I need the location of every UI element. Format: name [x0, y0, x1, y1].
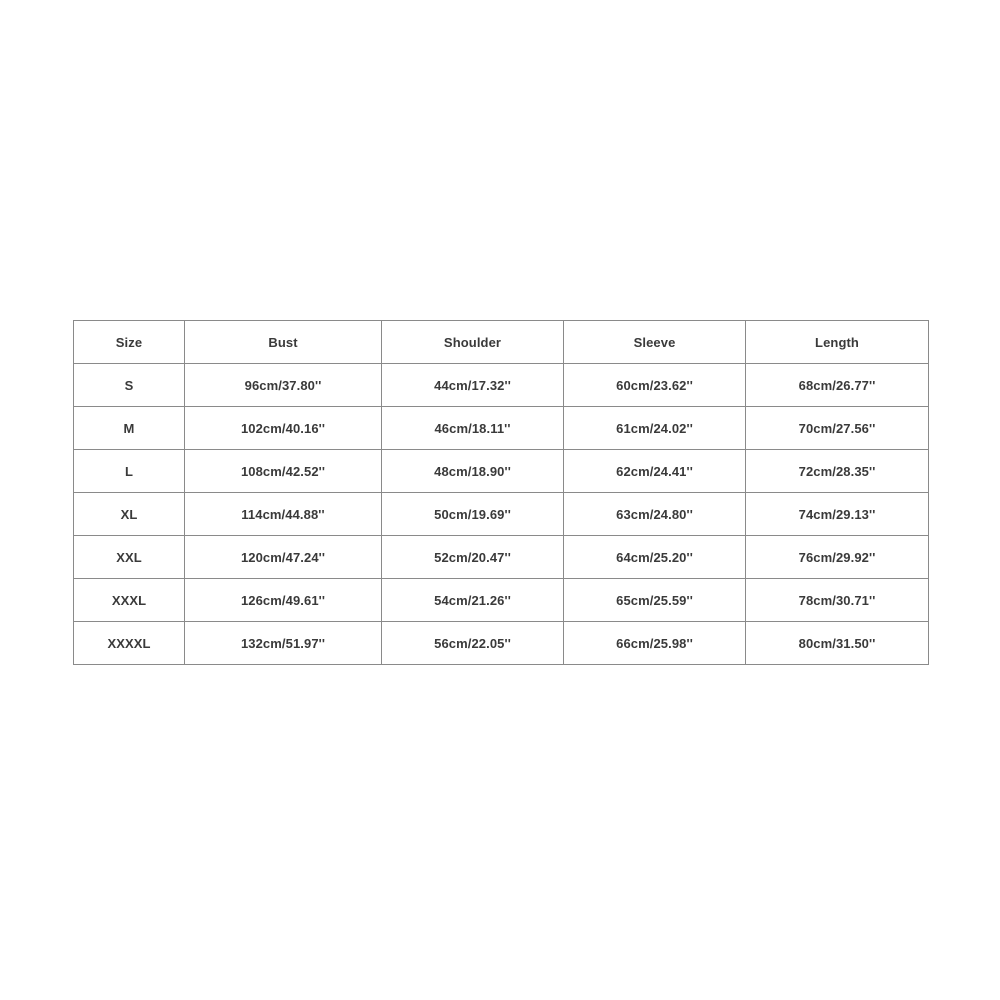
table-header-row — [74, 321, 929, 364]
cell-bust: 132cm/51.97'' — [185, 622, 382, 665]
header-bust: Bust — [185, 321, 382, 364]
cell-size: XL — [74, 493, 185, 536]
header-sleeve: Sleeve — [564, 321, 746, 364]
cell-bust: 114cm/44.88'' — [185, 493, 382, 536]
cell-sleeve: 64cm/25.20'' — [564, 536, 746, 579]
table-row — [74, 622, 929, 665]
cell-shoulder: 52cm/20.47'' — [382, 536, 564, 579]
cell-length: 72cm/28.35'' — [746, 450, 929, 493]
cell-size: XXXXL — [74, 622, 185, 665]
cell-sleeve: 66cm/25.98'' — [564, 622, 746, 665]
cell-length: 74cm/29.13'' — [746, 493, 929, 536]
cell-sleeve: 62cm/24.41'' — [564, 450, 746, 493]
header-length: Length — [746, 321, 929, 364]
cell-shoulder: 50cm/19.69'' — [382, 493, 564, 536]
table-row — [74, 450, 929, 493]
cell-shoulder: 54cm/21.26'' — [382, 579, 564, 622]
cell-sleeve: 65cm/25.59'' — [564, 579, 746, 622]
cell-length: 70cm/27.56'' — [746, 407, 929, 450]
table-row — [74, 536, 929, 579]
cell-size: XXL — [74, 536, 185, 579]
cell-size: S — [74, 364, 185, 407]
cell-bust: 126cm/49.61'' — [185, 579, 382, 622]
cell-bust: 96cm/37.80'' — [185, 364, 382, 407]
cell-size: L — [74, 450, 185, 493]
cell-size: M — [74, 407, 185, 450]
cell-bust: 120cm/47.24'' — [185, 536, 382, 579]
cell-shoulder: 46cm/18.11'' — [382, 407, 564, 450]
cell-length: 76cm/29.92'' — [746, 536, 929, 579]
cell-shoulder: 44cm/17.32'' — [382, 364, 564, 407]
cell-sleeve: 60cm/23.62'' — [564, 364, 746, 407]
size-chart-table — [73, 320, 929, 665]
cell-length: 80cm/31.50'' — [746, 622, 929, 665]
cell-bust: 108cm/42.52'' — [185, 450, 382, 493]
table-row — [74, 579, 929, 622]
cell-sleeve: 61cm/24.02'' — [564, 407, 746, 450]
header-size: Size — [74, 321, 185, 364]
table-row — [74, 407, 929, 450]
table-row — [74, 364, 929, 407]
cell-bust: 102cm/40.16'' — [185, 407, 382, 450]
cell-length: 78cm/30.71'' — [746, 579, 929, 622]
cell-size: XXXL — [74, 579, 185, 622]
header-shoulder: Shoulder — [382, 321, 564, 364]
cell-shoulder: 56cm/22.05'' — [382, 622, 564, 665]
cell-length: 68cm/26.77'' — [746, 364, 929, 407]
cell-shoulder: 48cm/18.90'' — [382, 450, 564, 493]
cell-sleeve: 63cm/24.80'' — [564, 493, 746, 536]
table-row — [74, 493, 929, 536]
